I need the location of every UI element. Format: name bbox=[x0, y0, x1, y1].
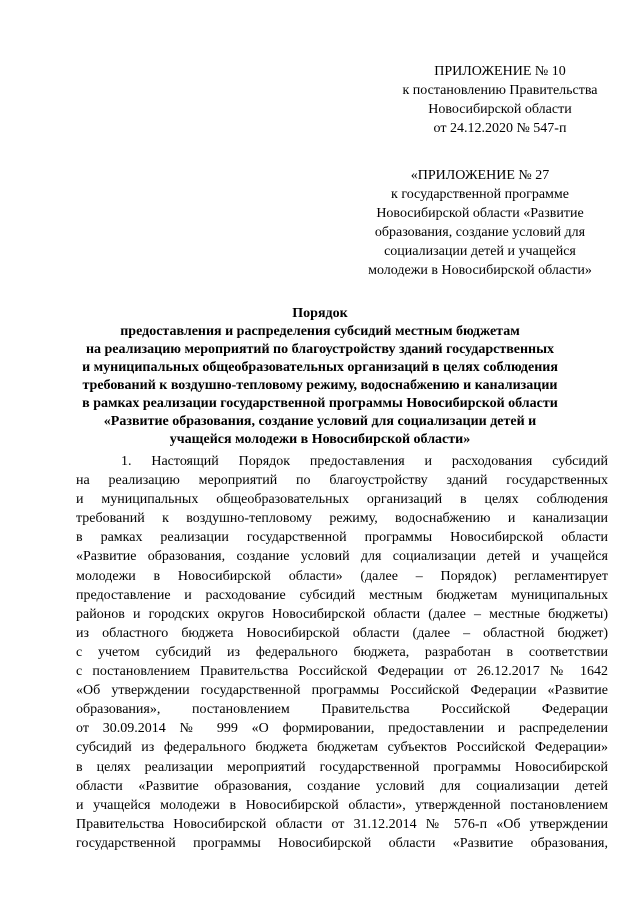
body-line: «Развитие образования, создание условий для социализации детей и учащейся bbox=[76, 549, 608, 565]
appendix-27-line: к государственной программе bbox=[391, 187, 569, 202]
title-line: предоставления и распределения субсидий местным бюджетам bbox=[120, 324, 520, 339]
body-paragraph bbox=[76, 452, 608, 853]
appendix-27-line: молодежи в Новосибирской области» bbox=[368, 263, 592, 278]
body-line: субсидий из федерального бюджета бюджетам субъектов Российской Федерации» bbox=[76, 740, 608, 756]
appendix-10-line: к постановлению Правительства bbox=[402, 83, 598, 98]
title-line: и муниципальных общеобразовательных организаций в целях соблюдения bbox=[82, 360, 558, 375]
appendix-27-header bbox=[345, 166, 615, 280]
title-line: требований к воздушно-тепловому режиму, водоснабжению и канализации bbox=[82, 378, 558, 393]
body-line: области «Развитие образования, создание условий для социализации детей bbox=[76, 778, 608, 794]
document-title bbox=[60, 305, 580, 449]
title-line: «Развитие образования, создание условий для социализации детей и bbox=[103, 414, 537, 429]
appendix-10-header bbox=[360, 62, 640, 138]
title-line: на реализацию мероприятий по благоустройству зданий государственных bbox=[85, 342, 555, 357]
appendix-27-line: «ПРИЛОЖЕНИЕ № 27 bbox=[410, 168, 550, 183]
body-line: Правительства Новосибирской области от 31.12.2014 № 576-п «Об утверждении bbox=[76, 816, 608, 832]
body-line: «Об утверждении государственной программы Российской Федерации «Развитие bbox=[76, 683, 608, 699]
appendix-27-line: образования, создание условий для bbox=[374, 225, 586, 240]
appendix-27-line: социализации детей и учащейся bbox=[384, 244, 576, 259]
body-line: образования», постановлением Правительства Российской Федерации bbox=[76, 702, 608, 718]
appendix-27-line: Новосибирской области «Развитие bbox=[376, 206, 584, 221]
title-line: учащейся молодежи в Новосибирской области» bbox=[169, 432, 471, 447]
body-line: предоставление и расходование субсидий местным бюджетам муниципальных bbox=[76, 587, 608, 603]
body-line: и муниципальных общеобразовательных организаций в целях соблюдения bbox=[76, 492, 608, 508]
body-line: в целях реализации мероприятий государственной программы Новосибирской bbox=[76, 759, 608, 775]
title-line: Порядок bbox=[292, 306, 348, 321]
body-line: и учащейся молодежи в Новосибирской области», утвержденной постановлением bbox=[76, 797, 608, 813]
title-line: в рамках реализации государственной программы Новосибирской области bbox=[82, 396, 558, 411]
appendix-10-line: ПРИЛОЖЕНИЕ № 10 bbox=[434, 64, 566, 79]
body-line: государственной программы Новосибирской области «Развитие образования, bbox=[76, 835, 608, 851]
appendix-10-line: от 24.12.2020 № 547-п bbox=[433, 121, 567, 136]
body-line: требований к воздушно-тепловому режиму, водоснабжению и канализации bbox=[76, 511, 608, 527]
body-line: молодежи в Новосибирской области» (далее – Порядок) регламентирует bbox=[76, 568, 608, 584]
body-line: 1. Настоящий Порядок предоставления и расходования субсидий bbox=[121, 454, 608, 469]
body-line: в рамках реализации государственной программы Новосибирской области bbox=[76, 530, 608, 546]
appendix-10-line: Новосибирской области bbox=[428, 102, 572, 117]
body-line: с постановлением Правительства Российской Федерации от 26.12.2017 № 1642 bbox=[76, 664, 608, 680]
body-line: с учетом субсидий из федерального бюджета, разработан в соответствии bbox=[76, 644, 608, 660]
body-line: на реализацию мероприятий по благоустройству зданий государственных bbox=[76, 473, 608, 489]
body-line: из областного бюджета Новосибирской области (далее – областной бюджет) bbox=[76, 625, 608, 641]
body-line: от 30.09.2014 № 999 «О формировании, предоставлении и распределении bbox=[76, 721, 608, 737]
body-line: районов и городских округов Новосибирской области (далее – местные бюджеты) bbox=[76, 606, 608, 622]
